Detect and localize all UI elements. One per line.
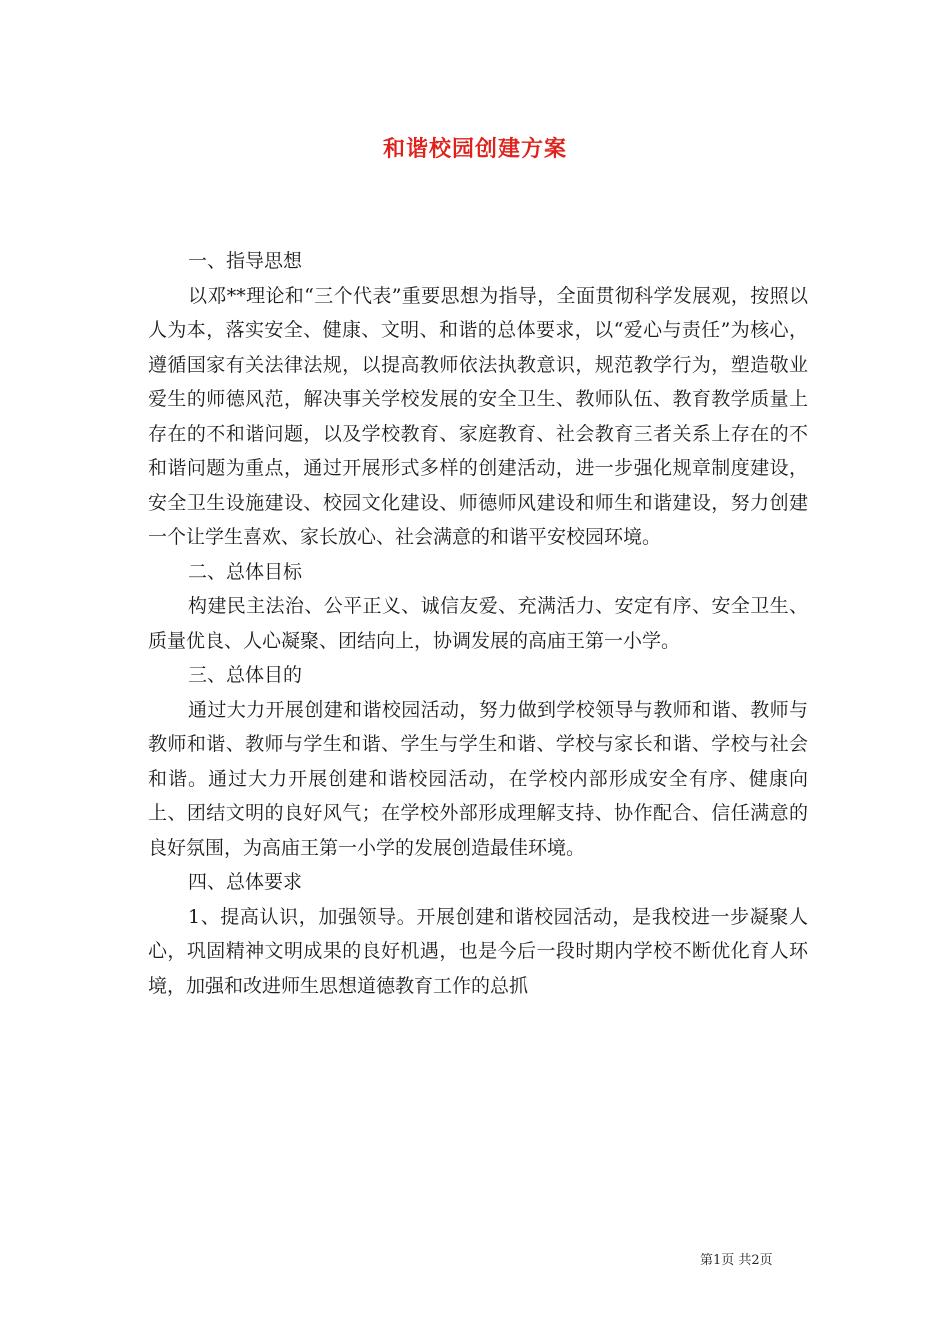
section-heading: 一、指导思想 <box>188 250 303 272</box>
page-title: 和谐校园创建方案 <box>382 136 567 162</box>
section-heading: 二、总体目标 <box>188 560 303 583</box>
section-paragraph: 构建民主法治、公平正义、诚信友爱、充满活力、安定有序、安全卫生、质量优良、人心凝聚、团结向上，协调发展的高庙王第一小学。 <box>148 595 808 652</box>
page-number: 第1页 共2页 <box>700 1253 773 1268</box>
section-paragraph: 通过大力开展创建和谐校园活动，努力做到学校领导与教师和谐、教师与教师和谐、教师与学生和谐、学生与学生和谐、学校与家长和谐、学校与社会和谐。通过大力开展创建和谐校园活动，在学校内部形成安全有序、健康向上、团结文明的良好风气；在学校外部形成理解支持、协作配合、信任满意的良好氛围，为高庙王第一小学的发展创造最佳环境。 <box>148 698 808 859</box>
section-heading: 四、总体要求 <box>188 871 303 893</box>
section-paragraph: 1、提高认识，加强领导。开展创建和谐校园活动，是我校进一步凝聚人心，巩固精神文明成果的良好机遇，也是今后一段时期内学校不断优化育人环境，加强和改进师生思想道德教育工作的总抓 <box>148 905 808 997</box>
section-heading: 三、总体目的 <box>188 664 303 686</box>
document-body <box>148 244 808 1003</box>
section-paragraph: 以邓**理论和“三个代表”重要思想为指导，全面贯彻科学发展观，按照以人为本，落实安全、健康、文明、和谐的总体要求，以“爱心与责任”为核心，遵循国家有关法律法规，以提高教师依法执教意识，规范教学行为，塑造敬业爱生的师德风范，解决事关学校发展的安全卫生、教师队伍、教育教学质量上存在的不和谐问题，以及学校教育、家庭教育、社会教育三者关系上存在的不和谐问题为重点，通过开展形式多样的创建活动，进一步强化规章制度建设，安全卫生设施建设、校园文化建设、师德师风建设和师生和谐建设，努力创建一个让学生喜欢、家长放心、社会满意的和谐平安校园环境。 <box>148 284 808 548</box>
